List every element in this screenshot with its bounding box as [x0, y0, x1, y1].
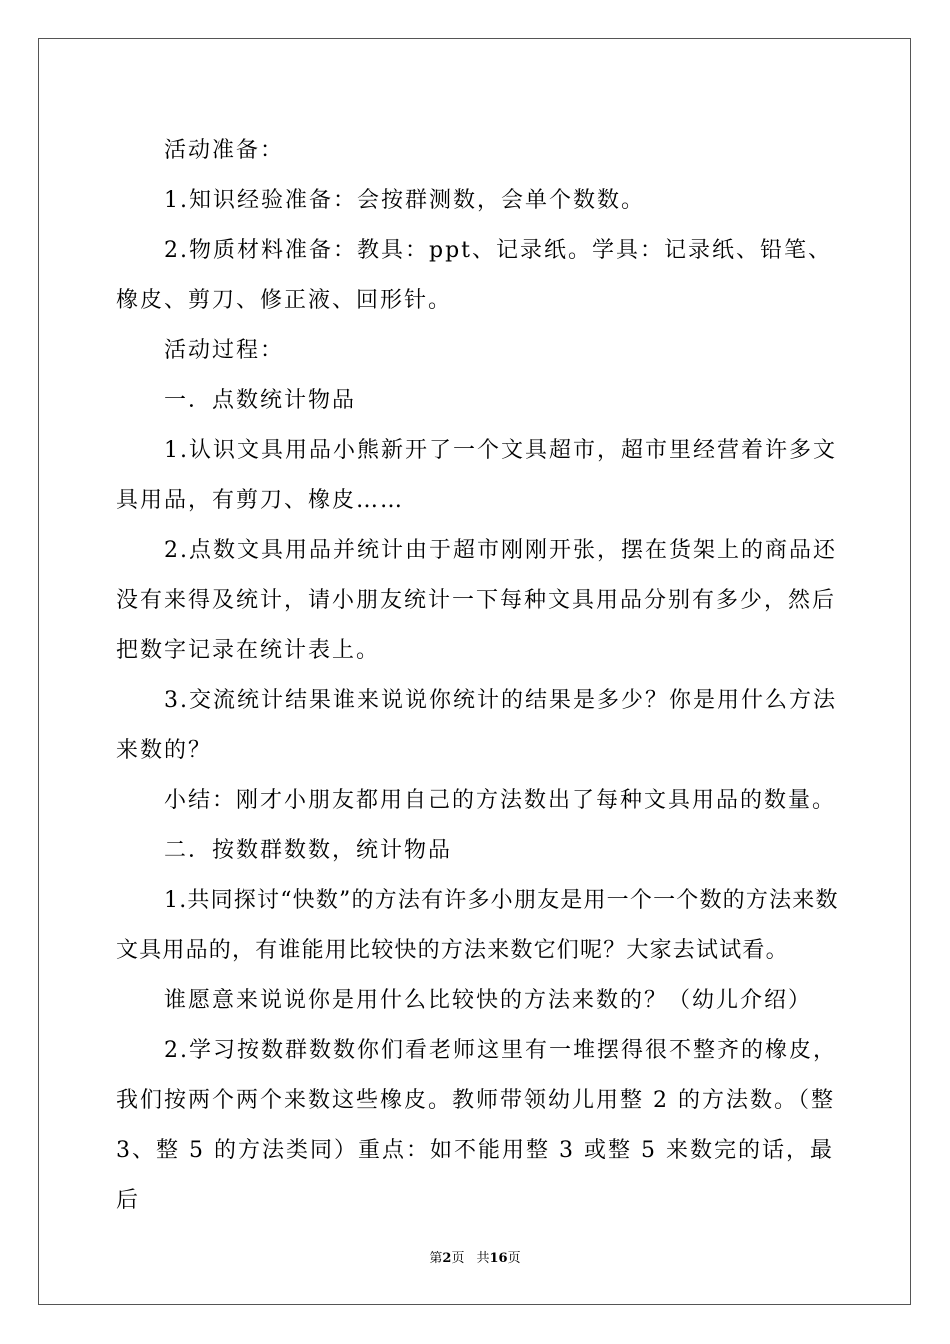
paragraph-material-preparation: 2.物质材料准备：教具：ppt、记录纸。学具：记录纸、铅笔、橡皮、剪刀、修正液、回形针。 [116, 238, 832, 313]
paragraph-step-2-1: 1.共同探讨“快数”的方法有许多小朋友是用一个一个数的方法来数文具用品的，有谁能用比较快的方法来数它们呢？大家去试试看。 [116, 888, 839, 963]
paragraph-activity-preparation: 活动准备： [164, 138, 285, 163]
paragraph-step-1-1: 1.认识文具用品小熊新开了一个文具超市，超市里经营着许多文具用品，有剪刀、橡皮…… [116, 438, 837, 513]
footer-total-prefix: 共 [476, 1251, 490, 1266]
paragraph-activity-process: 活动过程： [164, 338, 285, 363]
section-heading-2: 二．按数群数数，统计物品 [164, 838, 453, 863]
paragraph-step-1-2: 2.点数文具用品并统计由于超市刚刚开张，摆在货架上的商品还没有来得及统计，请小朋友统计一下每种文具用品分别有多少，然后把数字记录在统计表上。 [116, 538, 837, 663]
footer-total-pages: 16 [489, 1251, 508, 1266]
footer-page-number: 2 [442, 1251, 452, 1266]
paragraph-summary: 小结：刚才小朋友都用自己的方法数出了每种文具用品的数量。 [164, 788, 837, 813]
page-footer [0, 1247, 950, 1266]
document-body [116, 126, 846, 1226]
section-heading-1: 一．点数统计物品 [164, 388, 357, 413]
paragraph-step-2-2: 2.学习按数群数数你们看老师这里有一堆摆得很不整齐的橡皮，我们按两个两个来数这些橡皮。教师带领幼儿用整 2 的方法数。（整 3、整 5 的方法类同）重点：如不能用整 3 或整 5 来数完的话，最后 [116, 1038, 837, 1213]
footer-prefix: 第 [429, 1251, 443, 1266]
paragraph-knowledge-preparation: 1.知识经验准备：会按群测数，会单个数数。 [164, 188, 645, 213]
footer-total-suffix: 页 [507, 1251, 521, 1266]
footer-page-suffix: 页 [451, 1251, 465, 1266]
paragraph-question: 谁愿意来说说你是用什么比较快的方法来数的？（幼儿介绍） [164, 988, 813, 1013]
paragraph-step-1-3: 3.交流统计结果谁来说说你统计的结果是多少？你是用什么方法来数的？ [116, 688, 837, 763]
